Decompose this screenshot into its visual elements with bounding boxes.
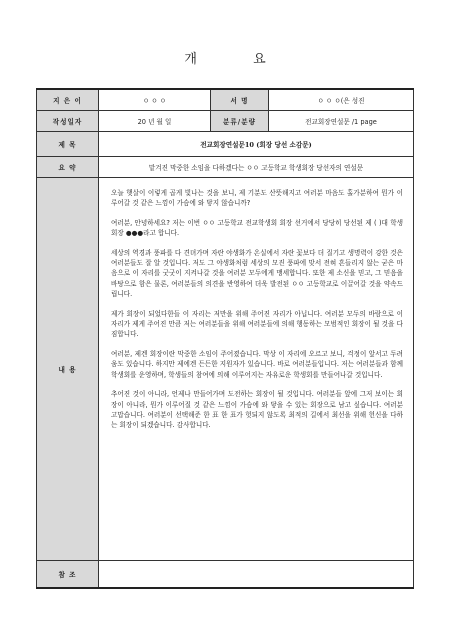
category-label: 분류/분량	[211, 111, 269, 132]
written-date-value: 20 년 월 일	[99, 111, 211, 132]
content-paragraph: 제가 회장이 되었다한들 이 자리는 저만을 위해 주어진 자리가 아닙니다. 여러분 모두의 바람으로 이 자리가 제게 주어진 만큼 저는 여러분들을 위해 여러분들에 의해 행동하는 모범적인 회장이 될 것을 다짐합니다.	[111, 309, 403, 339]
subject-label: 제 목	[37, 132, 99, 157]
author-value: ㅇ ㅇ ㅇ	[99, 89, 211, 111]
content-row	[37, 178, 414, 561]
content-body	[99, 178, 414, 561]
signature-value: ㅇ ㅇ ㅇ(은 성진	[269, 89, 414, 111]
page-title: 개 요	[184, 52, 292, 67]
summary-label: 요 약	[37, 157, 99, 178]
subject-row	[37, 132, 414, 157]
content-paragraph: 세상의 역경과 풍파를 다 견뎌가며 자란 야생화가 온실에서 자란 꽃보다 더 질기고 생명력이 강한 것은 여러분들도 잘 알 것입니다. 저도 그 야생화처럼 세상의 모진 풍파에 맞서 전혀 흔들리지 않는 굳은 마음으로 이 자리를 굿굿이 지켜나갈 것을 여러분 모두에게 맹세합니다. 또한 제 소신을 믿고, 그 믿음을 바탕으로 함은 물론, 여러분들의 의견을 반영하여 더욱 발전된 ㅇㅇ 고등학교로 이끌어갈 것을 약속드립니다.	[111, 248, 403, 299]
reference-row	[37, 561, 414, 589]
reference-label: 참 조	[37, 561, 99, 589]
written-date-label: 작성일자	[37, 111, 99, 132]
content-paragraph: 오늘 햇살이 이렇게 곱게 빛나는 것을 보니, 제 기분도 산뜻해지고 여러분 마음도 홀가분하여 뭔가 이루어갈 것 같은 느낌이 가슴에 와 닿지 않습니까?	[111, 189, 403, 208]
author-row	[37, 89, 414, 111]
reference-value	[99, 561, 414, 589]
content-label: 내 용	[37, 178, 99, 561]
content-paragraph: 여러분, 안녕하세요? 저는 이번 ㅇㅇ 고등학교 전교학생회 회장 선거에서 당당히 당선된 제 ( )대 학생회장 ●●●라고 합니다.	[111, 218, 403, 238]
summary-value: 맡겨진 막중한 소임을 다하겠다는 ㅇㅇ 고등학교 학생회장 당선자의 연설문	[99, 157, 414, 178]
content-paragraph: 추어진 것이 아니라, 언제나 만들어가며 도전하는 회장이 될 것입니다. 여러분들 앞에 그저 보이는 회장이 아니라, 뭔가 이루어질 것 같은 느낌이 가슴에 와 닿을 수 있는 회장으로 남고 싶습니다. 여러분 고맙습니다. 여러분이 선택해준 한 표 한 표가 헛되지 않도록 최적의 길에서 최선을 위해 헌신을 다하는 회장이 되겠습니다. 감사합니다.	[111, 390, 403, 430]
subject-value: 전교회장연설문10 (회장 당선 소감문)	[99, 132, 414, 157]
category-value: 전교회장연설문 /1 page	[269, 111, 414, 132]
content-paragraph: 여러분, 제겐 회장이란 막중한 소임이 주어졌습니다. 막상 이 자리에 오르고 보니, 걱정이 앞서고 두려움도 있습니다. 하지만 제에겐 든든한 지원자가 있습니다. 바로 여러분들입니다. 저는 여러분들과 함께 학생회를 운영하며, 학생들의 참여에 의해 이루어지는 자유로운 학생회를 만들어나갈 것입니다.	[111, 349, 403, 379]
summary-row	[37, 157, 414, 178]
signature-label: 서 명	[211, 89, 269, 111]
date-row	[37, 111, 414, 132]
document-form-table	[36, 88, 414, 589]
author-label: 지 은 이	[37, 89, 99, 111]
